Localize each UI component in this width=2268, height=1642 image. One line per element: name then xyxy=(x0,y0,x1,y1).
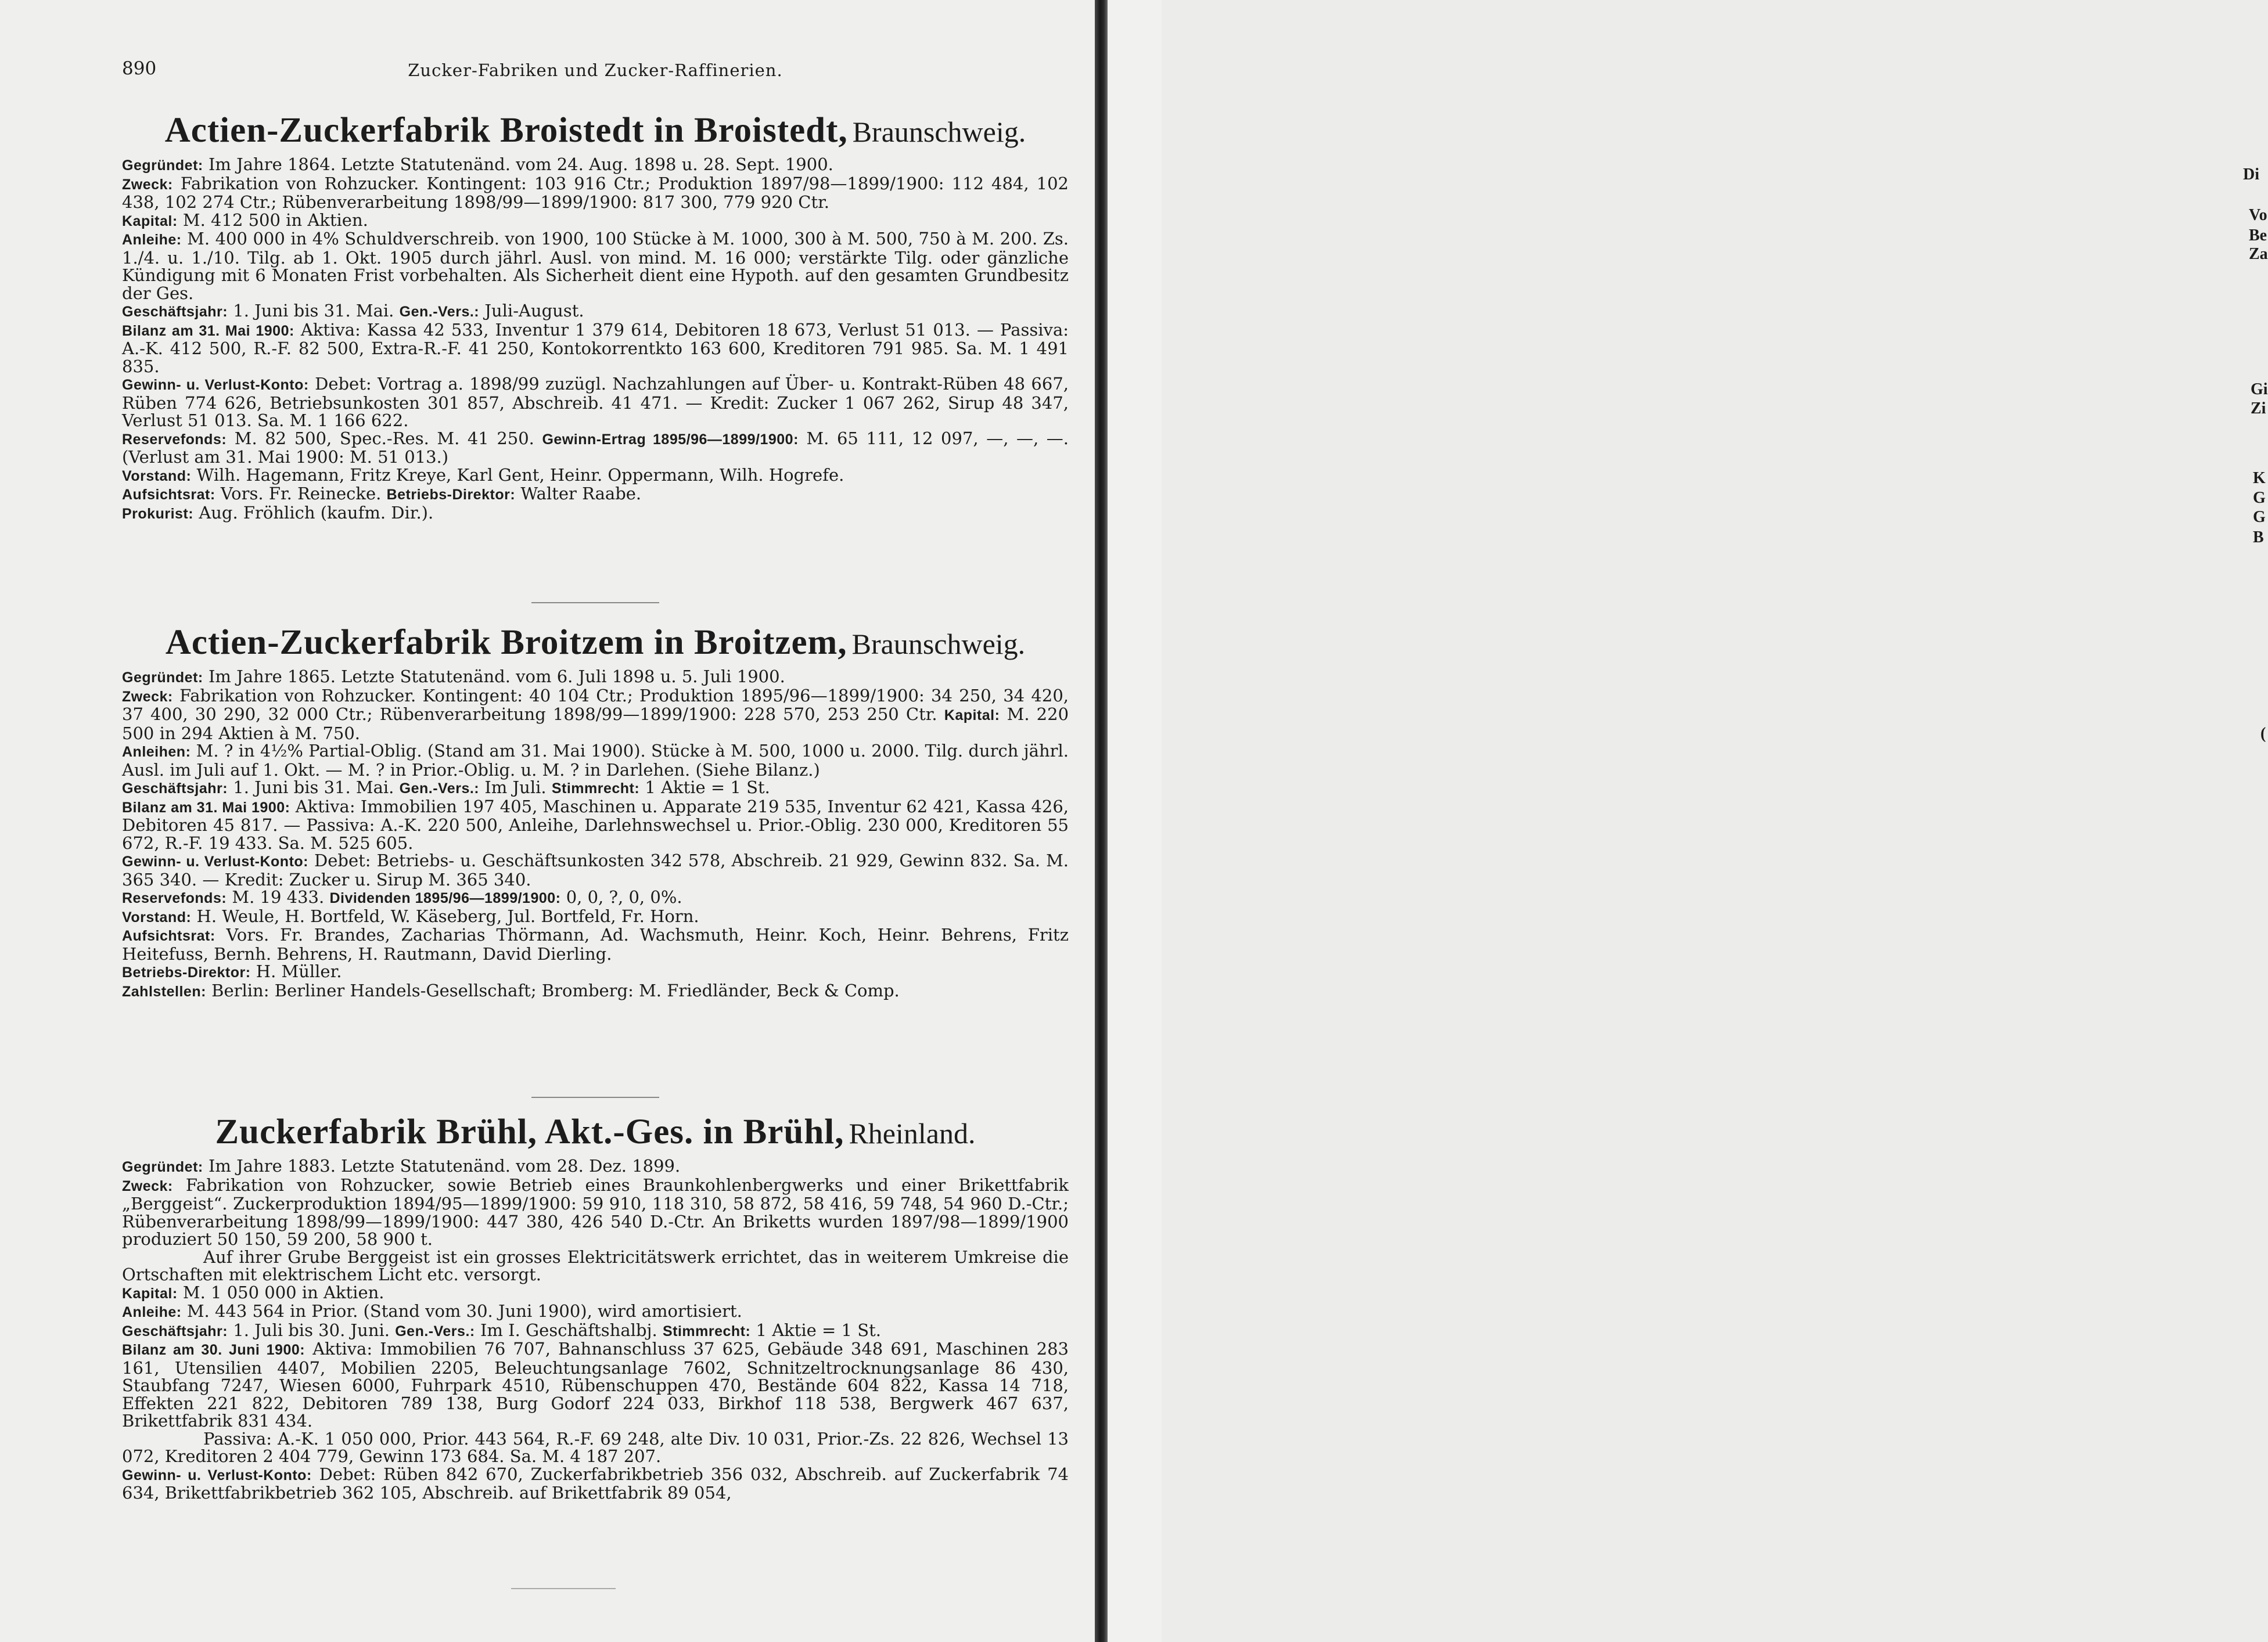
edge-text: Gi xyxy=(2251,380,2268,398)
entry-bilanz: Bilanz am 31. Mai 1900: Aktiva: Immobilien 197 405, Maschinen u. Apparate 219 535, Inventur 62 421, Kassa 426, Debitoren 45 817. — Passiva: A.-K. 220 500, Anleihe, Darlehnswechsel u. Prior.-Oblig. 230 000, Kreditoren 55 672, R.-F. 19 433. Sa. M. 525 605. xyxy=(122,796,1069,853)
adjacent-page-edge xyxy=(1108,0,2268,1642)
entry-vorstand: Vorstand: H. Weule, H. Bortfeld, W. Käseberg, Jul. Bortfeld, Fr. Horn. xyxy=(122,906,699,926)
edge-text: G xyxy=(2253,508,2266,526)
edge-text: Be xyxy=(2249,226,2267,244)
entry-aufsichtsrat: Aufsichtsrat: Vors. Fr. Reinecke. Betriebs-Direktor: Walter Raabe. xyxy=(122,484,642,503)
entry-geschaeftsjahr: Geschäftsjahr: 1. Juli bis 30. Juni. Gen.-Vers.: Im I. Geschäftshalbj. Stimmrecht: 1 Aktie = 1 St. xyxy=(122,1320,881,1340)
entry-geschaeftsjahr: Geschäftsjahr: 1. Juni bis 31. Mai. Gen.-Vers.: Im Juli. Stimmrecht: 1 Aktie = 1 St. xyxy=(122,777,770,797)
section-divider xyxy=(531,602,659,603)
entry-note-elektricitaetswerk: Auf ihrer Grube Berggeist ist ein grosses Elektricitätswerk errichtet, das in weiterem Umkreise die Ortschaften mit elektrischem Licht etc. versorgt. xyxy=(122,1247,1069,1284)
article-bruehl xyxy=(122,1112,1069,1502)
article-title: Actien-Zuckerfabrik Broitzem in Broitzem, Braunschweig. xyxy=(165,623,1026,662)
entry-anleihe: Anleihe: M. 443 564 in Prior. (Stand vom 30. Juni 1900), wird amortisiert. xyxy=(122,1301,742,1321)
article-title: Actien-Zuckerfabrik Broistedt in Broistedt, Braunschweig. xyxy=(164,111,1026,150)
entry-gewinn-verlust: Gewinn- u. Verlust-Konto: Debet: Betriebs- u. Geschäftsunkosten 342 578, Abschreib. 21 929, Gewinn 832. Sa. M. 365 340. — Kredit: Zucker u. Sirup M. 365 340. xyxy=(122,851,1069,890)
edge-text: B xyxy=(2253,528,2264,546)
entry-reservefonds: Reservefonds: M. 82 500, Spec.-Res. M. 41 250. Gewinn-Ertrag 1895/96—1899/1900: M. 65 111, 12 097, —, —, —. (Verlust am 31. Mai 1900: M. 51 013.) xyxy=(122,428,1069,467)
edge-text: Vo xyxy=(2249,206,2267,224)
book-gutter xyxy=(1095,0,1108,1642)
entry-zweck: Zweck: Fabrikation von Rohzucker, sowie Betrieb eines Braunkohlenbergwerks und einer Brikettfabrik „Berggeist“. Zuckerproduktion 1894/95—1899/1900: 59 910, 118 310, 58 872, 58 416, 59 748, 54 960 D.-Ctr.; Rübenverarbeitung 1898/99—1899/1900: 447 380, 426 540 D.-Ctr. An Briketts wurden 1897/98—1899/1900 produziert 50 150, 59 200, 58 900 t. xyxy=(122,1175,1069,1249)
edge-text: Di xyxy=(2243,165,2259,183)
edge-text: Zi xyxy=(2251,399,2266,417)
entry-gegruendet: Gegründet: Im Jahre 1865. Letzte Statutenänd. vom 6. Juli 1898 u. 5. Juli 1900. xyxy=(122,667,785,686)
edge-text: G xyxy=(2253,489,2266,507)
entry-gewinn-verlust: Gewinn- u. Verlust-Konto: Debet: Rüben 842 670, Zuckerfabrikbetrieb 356 032, Abschreib. auf Zuckerfabrik 74 634, Brikettfabrikbetrieb 362 105, Abschreib. auf Brikettfabrik 89 054, xyxy=(122,1464,1069,1503)
entry-prokurist: Prokurist: Aug. Fröhlich (kaufm. Dir.). xyxy=(122,502,434,523)
entry-kapital: Kapital: M. 412 500 in Aktien. xyxy=(122,210,368,230)
edge-text: Za xyxy=(2249,245,2268,263)
entry-zweck: Zweck: Fabrikation von Rohzucker. Kontingent: 103 916 Ctr.; Produktion 1897/98—1899/1900: 112 484, 102 438, 102 274 Ctr.; Rübenverarbeitung 1898/99—1899/1900: 817 300, 779 920 Ctr. xyxy=(122,173,1069,212)
running-head: Zucker-Fabriken und Zucker-Raffinerien. xyxy=(408,60,783,80)
entry-betriebs-direktor: Betriebs-Direktor: H. Müller. xyxy=(122,962,342,981)
document-page xyxy=(0,0,1098,1642)
entry-gegruendet: Gegründet: Im Jahre 1864. Letzte Statutenänd. vom 24. Aug. 1898 u. 28. Sept. 1900. xyxy=(122,154,833,174)
entry-gewinn-verlust: Gewinn- u. Verlust-Konto: Debet: Vortrag a. 1898/99 zuzügl. Nachzahlungen auf Über- u. Kontrakt-Rüben 48 667, Rüben 774 626, Betriebsunkosten 301 857, Abschreib. 41 471. — Kredit: Zucker 1 067 262, Sirup 48 347, Verlust 51 013. Sa. M. 1 166 622. xyxy=(122,374,1069,430)
entry-anleihe: Anleihe: M. 400 000 in 4% Schuldverschreib. von 1900, 100 Stücke à M. 1000, 300 à M. 500, 750 à M. 200. Zs. 1./4. u. 1./10. Tilg. ab 1. Okt. 1905 durch jährl. Ausl. von mind. M. 16 000; verstärkte Tilg. oder gänzliche Kündigung mit 6 Monaten Frist vorbehalten. Als Sicherheit dient eine Hypoth. auf den gesamten Grundbesitz der Ges. xyxy=(122,229,1069,303)
page-header xyxy=(122,58,1069,87)
article-broistedt xyxy=(122,110,1069,523)
entry-geschaeftsjahr: Geschäftsjahr: 1. Juni bis 31. Mai. Gen.-Vers.: Juli-August. xyxy=(122,301,584,321)
entry-bilanz: Bilanz am 31. Mai 1900: Aktiva: Kassa 42 533, Inventur 1 379 614, Debitoren 18 673, Verlust 51 013. — Passiva: A.-K. 412 500, R.-F. 82 500, Extra-R.-F. 41 250, Kontokorrentkto 163 600, Kreditoren 791 985. Sa. M. 1 491 835. xyxy=(122,319,1069,376)
entry-zweck: Zweck: Fabrikation von Rohzucker. Kontingent: 40 104 Ctr.; Produktion 1895/96—1899/1900: 34 250, 34 420, 37 400, 30 290, 32 000 Ctr.; Rübenverarbeitung 1898/99—1899/1900: 228 570, 253 250 Ctr. Kapital: M. 220 500 in 294 Aktien à M. 750. xyxy=(122,685,1069,743)
article-title: Zuckerfabrik Brühl, Akt.-Ges. in Brühl, Rheinland. xyxy=(215,1112,976,1151)
entry-anleihen: Anleihen: M. ? in 4½% Partial-Oblig. (Stand am 31. Mai 1900). Stücke à M. 500, 1000 u. 2000. Tilg. durch jährl. Ausl. im Juli auf 1. Okt. — M. ? in Prior.-Oblig. u. M. ? in Darlehen. (Siehe Bilanz.) xyxy=(122,741,1069,780)
entry-gegruendet: Gegründet: Im Jahre 1883. Letzte Statutenänd. vom 28. Dez. 1899. xyxy=(122,1156,681,1176)
article-broitzem xyxy=(122,622,1069,1000)
section-divider xyxy=(531,1097,659,1098)
page-number: 890 xyxy=(122,58,157,79)
entry-kapital: Kapital: M. 1 050 000 in Aktien. xyxy=(122,1282,384,1302)
entry-passiva: Passiva: A.-K. 1 050 000, Prior. 443 564, R.-F. 69 248, alte Div. 10 031, Prior.-Zs. 22 826, Wechsel 13 072, Kreditoren 2 404 779, Gewinn 173 684. Sa. M. 4 187 207. xyxy=(122,1428,1069,1466)
entry-vorstand: Vorstand: Wilh. Hagemann, Fritz Kreye, Karl Gent, Heinr. Oppermann, Wilh. Hogrefe. xyxy=(122,464,844,485)
edge-text: ( xyxy=(2260,725,2266,743)
entry-zahlstellen: Zahlstellen: Berlin: Berliner Handels-Gesellschaft; Bromberg: M. Friedländer, Beck & Comp. xyxy=(122,980,900,1000)
bottom-divider xyxy=(511,1588,616,1589)
edge-text: K xyxy=(2253,469,2266,487)
entry-aufsichtsrat: Aufsichtsrat: Vors. Fr. Brandes, Zacharias Thörmann, Ad. Wachsmuth, Heinr. Koch, Heinr. Behrens, Fritz Heitefuss, Bernh. Behrens, H. Rautmann, David Dierling. xyxy=(122,925,1069,964)
entry-reservefonds: Reservefonds: M. 19 433. Dividenden 1895/96—1899/1900: 0, 0, ?, 0, 0%. xyxy=(122,887,682,907)
entry-bilanz: Bilanz am 30. Juni 1900: Aktiva: Immobilien 76 707, Bahnanschluss 37 625, Gebäude 348 691, Maschinen 283 161, Utensilien 4407, Mobilien 2205, Beleuchtungsanlage 7602, Schnitzeltrocknungsanlage 86 430, Staubfang 7247, Wiesen 6000, Fuhrpark 4510, Rübenschuppen 470, Bestände 604 822, Kassa 14 718, Effekten 221 822, Debitoren 789 138, Burg Godorf 224 033, Birkhof 118 538, Bergwerk 467 637, Brikettfabrik 831 434. xyxy=(122,1339,1069,1431)
